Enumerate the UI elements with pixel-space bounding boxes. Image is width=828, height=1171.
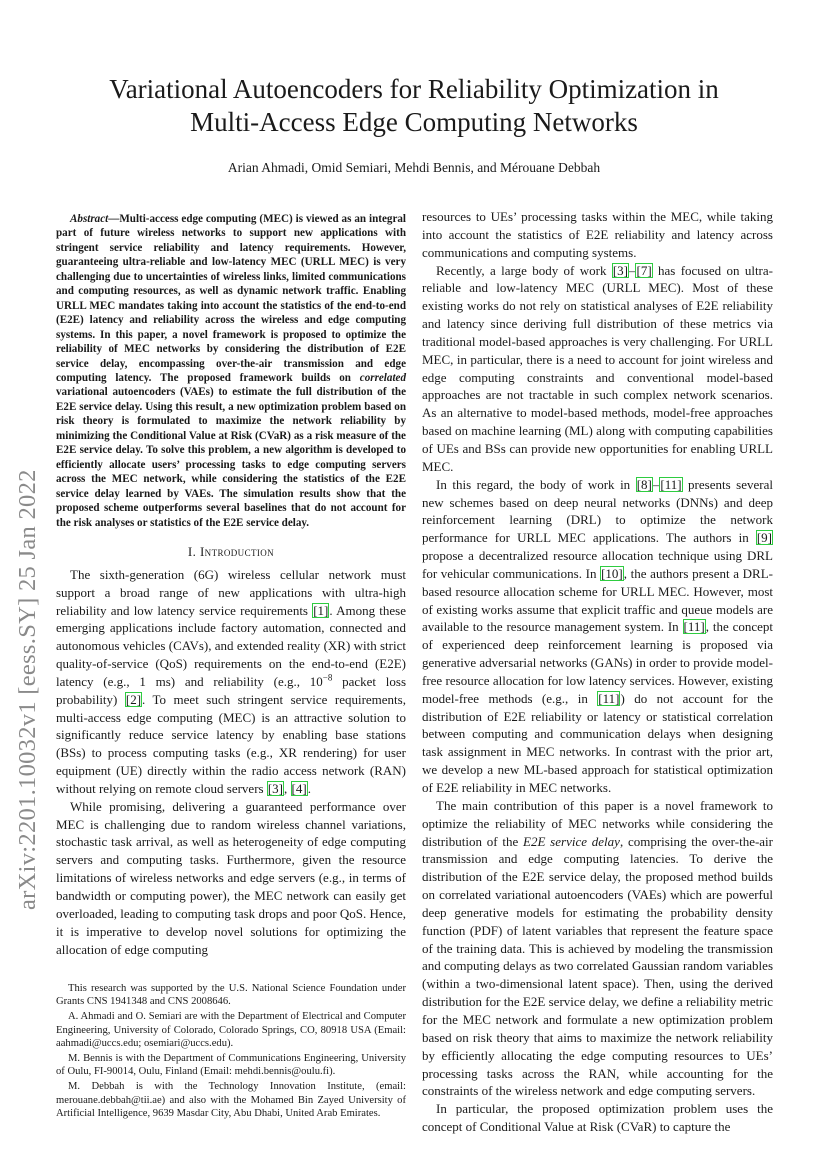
text-run: propose a decentralized resource allocation technique using DRL for vehicular communications. In (422, 548, 773, 581)
section-title: Introduction (199, 543, 275, 559)
citation-link[interactable]: [7] (636, 262, 652, 278)
text-run: – (628, 262, 636, 278)
intro-paragraph-1 (56, 566, 406, 798)
text-run: . Among these emerging applications include factory automation, connected and autonomous vehicles (CAVs), and extended reality (XR) with strict quality-of-service (QoS) requirements on the end-to-end (E2E) latency (e.g., 1 ms) and reliability (e.g., (56, 602, 406, 689)
citation-link[interactable]: [2] (125, 691, 142, 707)
arxiv-identifier: arXiv:2201.10032v1 [eess.SY] 25 Jan 2022 (14, 469, 41, 910)
citation-link[interactable]: [3] (612, 262, 628, 278)
section-heading-introduction (56, 543, 406, 561)
citation-link[interactable]: [3] (267, 780, 284, 796)
intro-paragraph-2-continued: resources to UEs’ processing tasks within the MEC, while taking into account the statistics of E2E reliability and latency across communications and computing systems. (422, 209, 773, 260)
citation-link[interactable]: [11] (660, 476, 682, 492)
abstract (56, 212, 406, 530)
footnote-affiliation-3: M. Debbah is with the Technology Innovation Institute, (email: merouane.debbah@tii.ae) and also with the Mohamed Bin Zayed University of Artificial Intelligence, 9639 Masdar City, Abu Dhabi, United Arab Emirates. (56, 1081, 406, 1119)
citation-link[interactable]: [10] (601, 565, 623, 581)
citation-link[interactable]: [9] (756, 530, 772, 546)
footnote-funding: This research was supported by the U.S. National Science Foundation under Grants CNS 1941348 and CNS 2008646. (56, 983, 406, 1008)
intro-paragraph-6: In particular, the proposed optimization problem uses the concept of Conditional Value at Risk (CVaR) to capture the (422, 1101, 773, 1135)
paper-title (60, 73, 768, 139)
title-line-2: Multi-Access Edge Computing Networks (190, 107, 638, 137)
footnotes (56, 982, 406, 1122)
right-column (422, 208, 773, 1136)
abstract-text-a: —Multi-access edge computing (MEC) is viewed as an integral part of future wireless networks to support new applications with stringent service reliability and latency requirements. However, guaranteeing ultra-reliable and low-latency MEC (URLL MEC) is very challenging due to uncertainties of wireless links, limited communications and computing resources, as well as dynamic network traffic. Enabling URLL MEC mandates taking into account the statistics of the end-to-end (E2E) latency and reliability across the wireless and edge computing systems. In this paper, a novel framework is proposed to optimize the reliability of MEC networks by considering the distribution of E2E service delay, encompassing over-the-air transmission and edge computing latency. The proposed framework builds on (56, 213, 406, 384)
intro-paragraph-5 (422, 797, 773, 1100)
text-run: . To meet such stringent service requirements, multi-access edge computing (MEC) is an attractive solution to significantly reduce service latency by enabling base stations (BSs) to process computing tasks (e.g., XR rendering) for user equipment (UE) directly within the radio access network (RAN) without relying on remote cloud servers (56, 691, 406, 796)
math-exponent: −8 (322, 672, 333, 683)
abstract-emphasis: correlated (359, 371, 406, 384)
footnote-affiliation-1: A. Ahmadi and O. Semiari are with the Department of Electrical and Computer Engineering, University of Colorado, Colorado Springs, CO, 80918 USA (Email: aahmadi@uccs.edu; osemiari@uccs.edu). (56, 1011, 406, 1049)
abstract-label: Abstract (70, 213, 109, 225)
text-run: presents several new schemes based on deep neural networks (DNNs) and deep reinforcement learning (DRL) to optimize the network performance for URLL MEC applications. The authors in (422, 476, 773, 546)
text-run: – (652, 476, 660, 492)
math-base: 10 (309, 673, 323, 689)
text-run: Recently, a large body of work (436, 262, 612, 278)
text-run: , the authors present a DRL-based resource allocation scheme for URLL MEC. However, most of existing works assume that explicit traffic and queue models are available to the resource management system. In (422, 565, 774, 635)
author-list: Arian Ahmadi, Omid Semiari, Mehdi Bennis, and Mérouane Debbah (227, 160, 601, 175)
citation-link[interactable]: [8] (636, 476, 652, 492)
text-run: , the concept of experienced deep reinforcement learning is proposed via generative adversarial networks (GANs) in order to provide model-free resource allocation for low latency services. However, existing model-free methods (e.g., in (422, 619, 773, 706)
text-run: The main contribution of this paper is a novel framework to optimize the reliability of MEC networks while considering the distribution of the (422, 797, 773, 849)
left-column (56, 212, 406, 958)
text-run: The sixth-generation (6G) wireless cellular network must support a broad range of new applications with ultra-high reliability and low latency service requirements (56, 566, 406, 618)
text-run: ) do not account for the distribution of E2E reliability or latency or statistical correlation between computing and communication delays when designing task assignment in MEC networks. In contrast with the prior art, we develop a new ML-based approach for statistical optimization of E2E reliability in MEC networks. (422, 690, 773, 795)
citation-link[interactable]: [11] (598, 690, 620, 706)
abstract-text-b: variational autoencoders (VAEs) to estimate the full distribution of the E2E service delay. Using this result, a new optimization problem based on risk theory is formulated to maximize the network reliability by minimizing the Conditional Value at Risk (CVaR) as a risk measure of the E2E service delay. To solve this problem, a new algorithm is developed to efficiently allocate users’ processing tasks to edge computing servers across the MEC network, while considering the statistics of the E2E service delay learned by VAEs. The simulation results show that the proposed scheme outperforms several baselines that do not account for the risk analyses or statistics of the E2E service delay. (56, 386, 406, 529)
citation-link[interactable]: [4] (291, 780, 307, 796)
text-run: In this regard, the body of work in (436, 476, 636, 492)
text-run: has focused on ultra-reliable and low-latency MEC (URLL MEC). Most of these existing works do not rely on statistical analyses of E2E reliability and latency since deriving full distribution of these metrics via traditional model-based approaches is very challenging. For URLL MEC, in particular, there is a need to account for joint wireless and edge computing constraints and conventional model-based approaches are not tractable in such complex network scenarios. As an alternative to model-based methods, model-free approaches based on machine learning (ML) along with computing capabilities of UEs and BSs can provide new opportunities for enabling URLL MEC. (422, 262, 773, 474)
citation-link[interactable]: [11] (683, 619, 705, 635)
emphasis: E2E service delay (523, 833, 620, 849)
intro-paragraph-4 (422, 476, 773, 797)
text-run: packet loss probability) (56, 673, 407, 707)
intro-paragraph-2: While promising, delivering a guaranteed performance over MEC is challenging due to random wireless channel variations, stochastic task arrival, as well as heterogeneity of edge computing servers and computing tasks. Furthermore, given the resource limitations of wireless networks and edge servers (e.g., in terms of bandwidth or computing power), the MEC network can easily get overloaded, leading to computing task drops and poor QoS. Hence, it is imperative to develop novel solutions for optimizing the allocation of edge computing (56, 798, 406, 957)
text-run: , comprising the over-the-air transmission and edge computing latencies. To derive the distribution of the E2E service delay, the proposed method builds on correlated variational autoencoders (VAEs) which are powerful deep generative models for estimating the probability density function (PDF) of latent variables that represent the feature space of the training data. This is achieved by modeling the transmission and computing delays as two correlated Gaussian random variables (within a two-dimensional latent space). Then, using the derived distribution for the E2E service delay, we define a reliability metric for the MEC network and formulate a new optimization problem based on risk theory that aims to maximize the network reliability by efficiently allocating the edge computing resources to UEs’ processing tasks across the RAN, while accounting for the constraints of the wireless network and edge computing servers. (422, 833, 774, 1099)
text-run: . (307, 780, 311, 796)
text-run: , (284, 780, 291, 796)
title-line-1: Variational Autoencoders for Reliability Optimization in (109, 74, 719, 104)
intro-paragraph-3 (422, 262, 773, 476)
footnote-affiliation-2: M. Bennis is with the Department of Communications Engineering, University of Oulu, FI-90014, Oulu, Finland (Email: mehdi.bennis@oulu.fi). (56, 1053, 406, 1078)
citation-link[interactable]: [1] (313, 602, 329, 618)
section-number: I. (187, 543, 200, 559)
